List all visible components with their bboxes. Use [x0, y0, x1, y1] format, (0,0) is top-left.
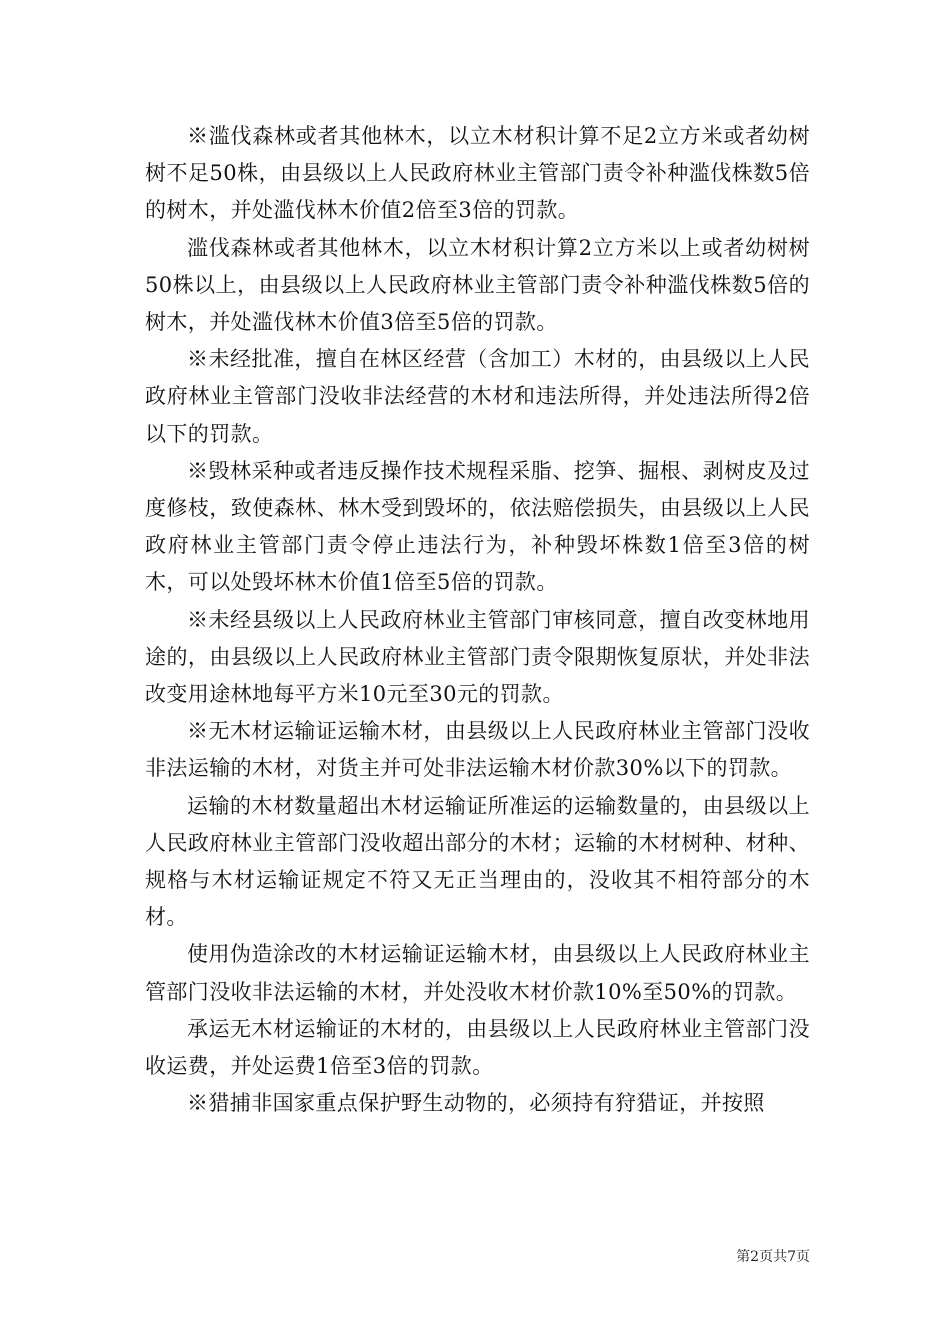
paragraph-9: 承运无木材运输证的木材的，由县级以上人民政府林业主管部门没收运费，并处运费1倍至3倍的罚款。	[145, 1016, 810, 1079]
paragraph-3: ※未经批准，擅自在林区经营（含加工）木材的，由县级以上人民政府林业主管部门没收非法经营的木材和违法所得，并处违法所得2倍以下的罚款。	[145, 347, 810, 446]
paragraph-5: ※未经县级以上人民政府林业主管部门审核同意，擅自改变林地用途的，由县级以上人民政府林业主管部门责令限期恢复原状，并处非法改变用途林地每平方米10元至30元的罚款。	[145, 607, 810, 707]
paragraph-8: 使用伪造涂改的木材运输证运输木材，由县级以上人民政府林业主管部门没收非法运输的木材，并处没收木材价款10%至50%的罚款。	[145, 942, 810, 1004]
paragraph-1: ※滥伐森林或者其他林木，以立木材积计算不足2立方米或者幼树树不足50株，由县级以上人民政府林业主管部门责令补种滥伐株数5倍的树木，并处滥伐林木价值2倍至3倍的罚款。	[145, 124, 810, 223]
page-number-footer: 第2页共7页	[736, 1249, 810, 1265]
document-body	[145, 118, 810, 1122]
paragraph-7: 运输的木材数量超出木材运输证所准运的运输数量的，由县级以上人民政府林业主管部门没收超出部分的木材；运输的木材树种、材种、规格与木材运输证规定不符又无正当理由的，没收其不相符部分的木材。	[145, 793, 810, 930]
paragraph-6: ※无木材运输证运输木材，由县级以上人民政府林业主管部门没收非法运输的木材，对货主并可处非法运输木材价款30%以下的罚款。	[145, 719, 810, 781]
paragraph-10: ※猎捕非国家重点保护野生动物的，必须持有狩猎证，并按照	[187, 1091, 765, 1116]
paragraph-2: 滥伐森林或者其他林木，以立木材积计算2立方米以上或者幼树树50株以上，由县级以上人民政府林业主管部门责令补种滥伐株数5倍的树木，并处滥伐林木价值3倍至5倍的罚款。	[145, 235, 810, 335]
paragraph-4: ※毁林采种或者违反操作技术规程采脂、挖笋、掘根、剥树皮及过度修枝，致使森林、林木受到毁坏的，依法赔偿损失，由县级以上人民政府林业主管部门责令停止违法行为，补种毁坏株数1倍至3倍的树木，可以处毁坏林木价值1倍至5倍的罚款。	[145, 458, 810, 595]
